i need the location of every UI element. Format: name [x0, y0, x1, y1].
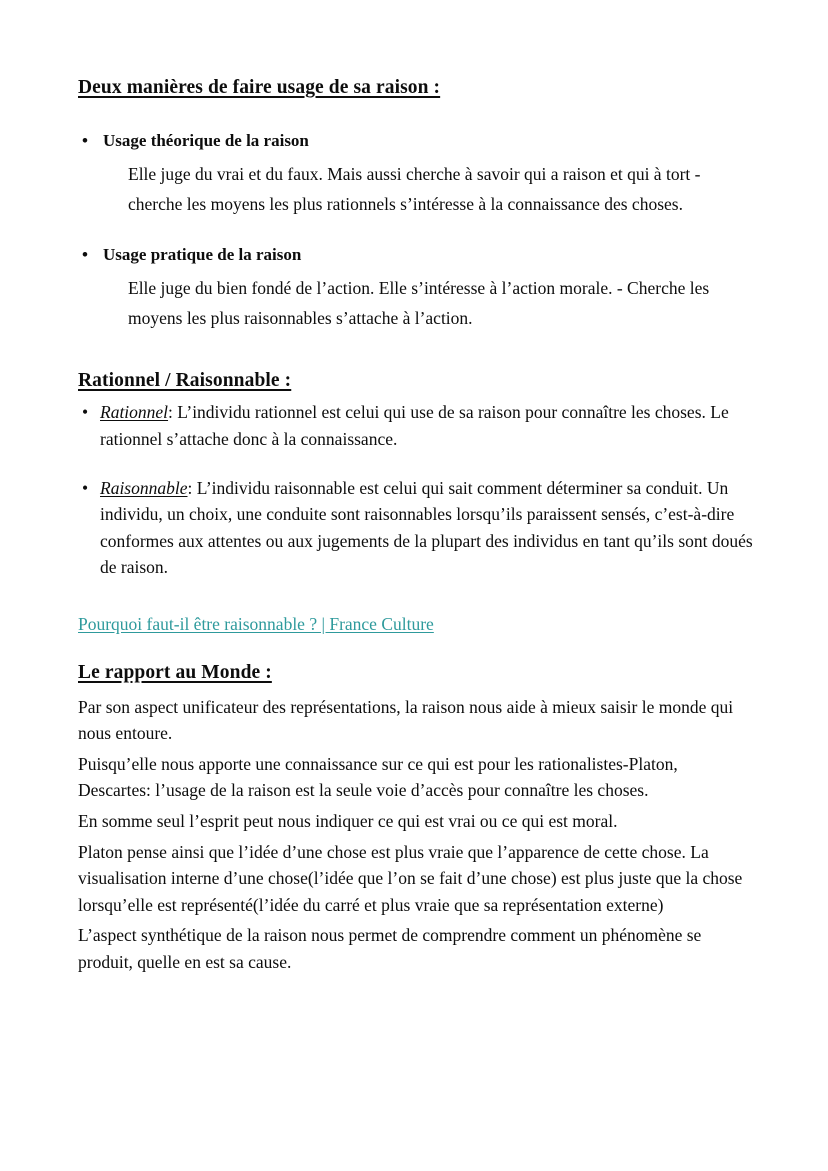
bullet-label: Usage théorique de la raison — [103, 131, 309, 151]
heading-text: Le rapport au Monde : — [78, 662, 272, 684]
bullet-body-text: Elle juge du bien fondé de l’action. Elle s’intéresse à l’action morale. - Cherche les moyens les plus raisonnables s’attache à l’action. — [128, 277, 710, 328]
term-definition: : L’individu raisonnable est celui qui sait comment déterminer sa conduit. Un individu, un choix, une conduite sont raisonnables lorsqu’ils paraissent sensés, c’est-à-dire conformes aux attentes ou aux jugements de la plupart des individus en tant qu’ils sont doués de raison. — [100, 477, 753, 578]
list-item — [78, 129, 754, 219]
link-france-culture[interactable]: Pourquoi faut-il être raisonnable ? | France Culture — [78, 614, 434, 634]
heading-text: Rationnel / Raisonnable : — [78, 370, 292, 392]
term-label: Raisonnable — [100, 477, 188, 498]
bullet-usage-pratique — [78, 243, 754, 268]
bullet-dot-icon: • — [82, 402, 89, 423]
paragraph: Platon pense ainsi que l’idée d’une chose est plus vraie que l’apparence de cette chose. La visualisation interne d’une chose(l’idée que l’on se fait d’une chose) est plus juste que la chose lorsqu’elle est représenté(l’idée du carré et plus vraie que sa représentation externe) — [78, 841, 743, 915]
paragraph: Puisqu’elle nous apporte une connaissance sur ce qui est pour les rationalistes-Platon, Descartes: l’usage de la raison est la seule voie d’accès pour connaître les choses. — [78, 753, 678, 801]
paragraph: Par son aspect unificateur des représentations, la raison nous aide à mieux saisir le monde qui nous entoure. — [78, 696, 734, 744]
term-label: Rationnel — [100, 402, 169, 423]
heading-deux-manieres — [78, 76, 754, 99]
bullet-label: Usage pratique de la raison — [103, 245, 302, 265]
bullet-dot-icon: • — [82, 477, 89, 498]
document-body — [78, 76, 754, 978]
bullet-body-text: Elle juge du vrai et du faux. Mais aussi cherche à savoir qui a raison et qui à tort -cherche les moyens les plus rationnels s’intéresse à la connaissance des choses. — [128, 164, 701, 215]
heading-rapport-au-monde — [78, 661, 754, 684]
bullet-usage-theorique — [78, 129, 754, 154]
paragraph: L’aspect synthétique de la raison nous permet de comprendre comment un phénomène se produit, quelle en est sa cause. — [78, 925, 702, 972]
bullet-dot-icon: • — [82, 245, 88, 265]
bullet-dot-icon: • — [82, 131, 88, 151]
heading-text: Deux manières de faire usage de sa raison : — [78, 77, 441, 98]
paragraph: En somme seul l’esprit peut nous indiquer ce qui est vrai ou ce qui est moral. — [78, 811, 618, 832]
term-definition: : L’individu rationnel est celui qui use de sa raison pour connaître les choses. Le rationnel s’attache donc à la connaissance. — [100, 402, 729, 450]
heading-rationnel-raisonnable — [78, 369, 754, 392]
list-item — [78, 243, 754, 333]
definition-rationnel — [78, 399, 754, 452]
definition-raisonnable — [78, 475, 754, 581]
external-link-row — [78, 611, 754, 637]
